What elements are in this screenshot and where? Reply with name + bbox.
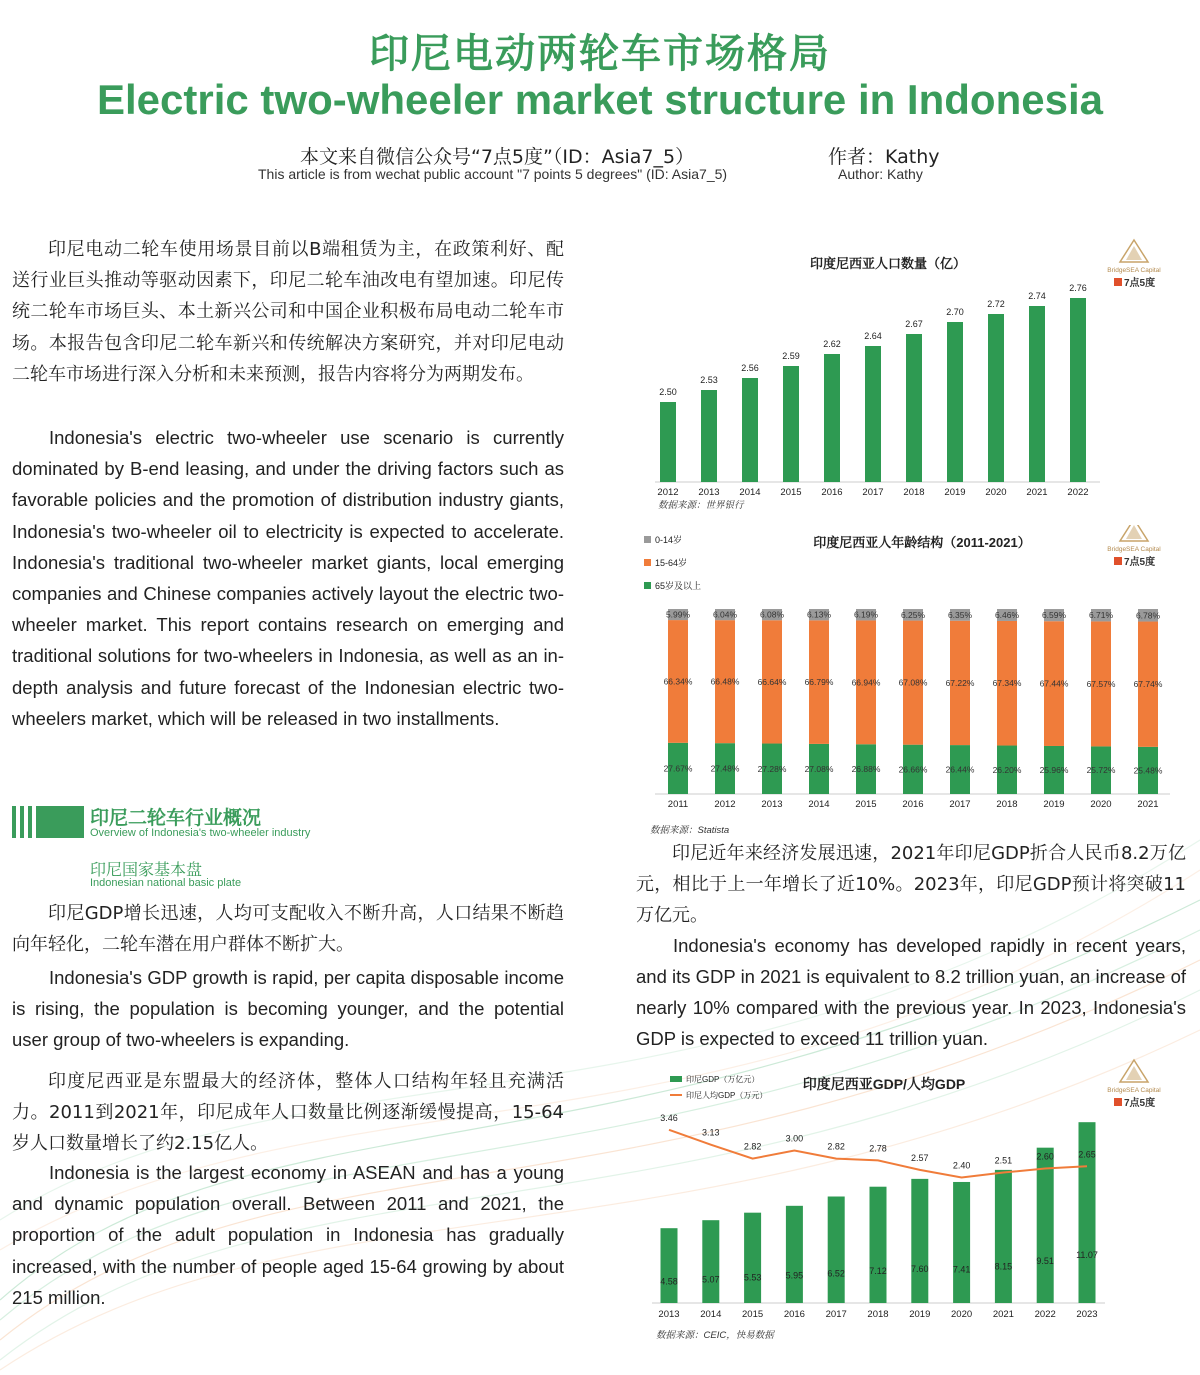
gdp-bar-label: 7.60 xyxy=(911,1263,929,1274)
logo-sub-text: 7点5度 xyxy=(1124,1098,1156,1109)
age-year-tick: 2018 xyxy=(996,799,1018,810)
age-segment-label: 66.34% xyxy=(663,676,693,687)
age-year-tick: 2015 xyxy=(855,799,877,810)
body-p1-en: Indonesia's GDP growth is rapid, per capita disposable income is rising, the population is becoming younger, and the potential user group of two-wheelers is expanding. xyxy=(12,967,564,1051)
logo-sub-text: 7点5度 xyxy=(1124,557,1156,568)
logo-brand-text: BridgeSEA Capital xyxy=(1107,1087,1161,1094)
gdp-bar xyxy=(828,1197,845,1303)
gdp-year-tick: 2014 xyxy=(700,1309,722,1320)
population-value-label: 2.67 xyxy=(905,319,923,329)
population-year-tick: 2014 xyxy=(739,487,761,498)
age-segment-label: 27.28% xyxy=(757,763,787,774)
gdp-bar-label: 5.95 xyxy=(785,1270,804,1281)
section-title-cn: 印尼二轮车行业概况 xyxy=(90,807,262,829)
age-segment-label: 67.08% xyxy=(898,677,928,688)
gdp-bar xyxy=(870,1187,887,1303)
population-bar xyxy=(783,366,799,482)
age-segment-label: 67.34% xyxy=(992,678,1022,689)
gdp-per-capita-label: 2.40 xyxy=(952,1160,971,1171)
body-p1-cn: 印尼GDP增长迅速，人均可支配收入不断升高，人口结果不断趋向年轻化，二轮车潜在用户群体不断扩大。 xyxy=(12,903,564,956)
age-segment-label: 6.04% xyxy=(712,609,738,620)
population-bar xyxy=(865,346,881,482)
gdp-bar-label: 5.07 xyxy=(702,1274,720,1285)
gdp-bar-label: 7.12 xyxy=(869,1265,887,1276)
gdp-year-tick: 2016 xyxy=(783,1309,805,1320)
age-segment-label: 25.72% xyxy=(1086,765,1116,776)
gdp-bar xyxy=(786,1206,803,1303)
age-segment-label: 6.71% xyxy=(1088,610,1114,621)
age-segment-label: 25.48% xyxy=(1133,765,1163,776)
age-year-tick: 2020 xyxy=(1090,799,1112,810)
population-chart-title: 印度尼西亚人口数量（亿） xyxy=(809,256,967,271)
age-segment-label: 6.13% xyxy=(806,609,832,620)
population-year-tick: 2020 xyxy=(985,487,1007,498)
population-value-label: 2.74 xyxy=(1028,291,1046,301)
age-segment-label: 6.19% xyxy=(853,609,879,620)
population-value-label: 2.76 xyxy=(1069,283,1087,293)
gdp-bar xyxy=(744,1213,761,1303)
page-title-en: Electric two-wheeler market structure in Indonesia xyxy=(97,76,1103,123)
gdp-bar-label: 7.41 xyxy=(952,1264,971,1275)
gdp-per-capita-label: 2.78 xyxy=(869,1143,887,1154)
author-en: Author: Kathy xyxy=(838,166,923,182)
age-segment-label: 27.48% xyxy=(710,763,740,774)
age-segment-label: 26.44% xyxy=(945,764,975,775)
age-segment-label: 6.59% xyxy=(1041,610,1067,621)
population-year-tick: 2021 xyxy=(1026,487,1048,498)
age-segment-label: 6.08% xyxy=(759,609,785,620)
population-year-tick: 2015 xyxy=(780,487,802,498)
gdp-chart-source: 数据来源：CEIC，快易数据 xyxy=(656,1330,774,1341)
body-p3-en: Indonesia's economy has developed rapidly in recent years, and its GDP in 2021 is equivalent to 8.2 trillion yuan, an increase of nearly 10% compared with the previous year. In 2023, Indonesia's GDP is expected to exceed 11 trillion yuan. xyxy=(636,935,1186,1049)
age-segment-label: 67.22% xyxy=(945,677,975,688)
age-legend-swatch xyxy=(644,559,651,566)
population-bar xyxy=(988,314,1004,482)
gdp-year-tick: 2019 xyxy=(909,1309,931,1320)
population-value-label: 2.56 xyxy=(741,363,759,373)
population-bar xyxy=(947,322,963,482)
bridgesea-logo xyxy=(1107,240,1161,289)
age-year-tick: 2016 xyxy=(902,799,924,810)
population-year-tick: 2016 xyxy=(821,487,843,498)
population-year-tick: 2018 xyxy=(903,487,925,498)
age-legend-swatch xyxy=(644,536,651,543)
subsection-title-cn: 印尼国家基本盘 xyxy=(90,860,203,879)
population-value-label: 2.50 xyxy=(659,387,677,397)
age-segment-label: 66.94% xyxy=(851,677,881,688)
age-segment-label: 27.67% xyxy=(663,763,693,774)
gdp-per-capita-line xyxy=(669,1127,1087,1178)
gdp-per-capita-legend-label: 印尼人均GDP（万元） xyxy=(686,1091,768,1100)
gdp-per-capita-label: 2.51 xyxy=(994,1155,1013,1166)
source-note-cn: 本文来自微信公众号“7点5度”（ID：Asia7_5） xyxy=(300,146,695,168)
gdp-year-tick: 2013 xyxy=(658,1309,680,1320)
gdp-bar xyxy=(1037,1148,1054,1303)
gdp-bar-label: 11.07 xyxy=(1076,1249,1098,1260)
body-p2-en: Indonesia is the largest economy in ASEAN and has a young and dynamic population overall. Between 2011 and 2021, the proportion of the adult population in Indonesia has gradually increased, with the number of people aged 15-64 growing by about 215 million. xyxy=(12,1162,564,1308)
bridgesea-logo xyxy=(1107,1060,1161,1109)
gdp-bar-label: 8.15 xyxy=(994,1261,1013,1272)
age-segment-label: 66.48% xyxy=(710,676,740,687)
age-year-tick: 2011 xyxy=(667,799,689,810)
intro-paragraph-cn: 印尼电动二轮车使用场景目前以B端租赁为主，在政策利好、配送行业巨头推动等驱动因素下，印尼二轮车油改电有望加速。印尼传统二轮车市场巨头、本土新兴公司和中国企业积极布局电动二轮车市场。本报告包含印尼二轮车新兴和传统解决方案研究，并对印尼电动二轮车市场进行深入分析和未来预测，报告内容将分为两期发布。 xyxy=(12,239,564,385)
gdp-year-tick: 2015 xyxy=(742,1309,764,1320)
population-bar xyxy=(660,402,676,482)
population-bar xyxy=(701,390,717,482)
bridgesea-logo xyxy=(1107,525,1161,568)
population-year-tick: 2012 xyxy=(657,487,679,498)
age-chart-title: 印度尼西亚人年龄结构（2011-2021） xyxy=(813,535,1031,550)
gdp-bar xyxy=(953,1182,970,1303)
gdp-year-tick: 2020 xyxy=(951,1309,973,1320)
age-segment-label: 25.96% xyxy=(1039,764,1069,775)
population-chart-source: 数据来源：世界银行 xyxy=(658,500,744,511)
logo-brand-text: BridgeSEA Capital xyxy=(1107,546,1161,553)
intro-paragraph-en: Indonesia's electric two-wheeler use scenario is currently dominated by B-end leasing, and under the driving factors such as favorable policies and the promotion of distribution industry giants, Indonesia's two-wheeler oil to electricity is expected to accelerate. Indonesia's traditional two-wheeler market giants, local emerging companies and Chinese companies actively layout the electric two-wheeler market. This report contains research on emerging and traditional solutions for two-wheelers in Indonesia, as well as an in-depth analysis and future forecast of the Indonesian electric two-wheelers market, which will be released in two installments. xyxy=(12,427,564,729)
age-segment-label: 6.25% xyxy=(900,609,926,620)
source-note-en: This article is from wechat public account "7 points 5 degrees" (ID: Asia7_5) xyxy=(258,166,728,182)
age-year-tick: 2021 xyxy=(1137,799,1159,810)
age-segment-label: 26.66% xyxy=(898,764,928,775)
age-segment-label: 67.74% xyxy=(1133,679,1163,690)
gdp-legend-swatch xyxy=(670,1076,682,1082)
gdp-per-capita-label: 2.82 xyxy=(743,1141,762,1152)
gdp-bar xyxy=(911,1179,928,1303)
population-value-label: 2.70 xyxy=(946,307,964,317)
gdp-chart-title: 印度尼西亚GDP/人均GDP xyxy=(802,1076,966,1092)
age-year-tick: 2014 xyxy=(808,799,830,810)
age-segment-label: 5.99% xyxy=(665,609,691,620)
logo-sub-text: 7点5度 xyxy=(1124,278,1156,289)
population-year-tick: 2017 xyxy=(862,487,884,498)
age-segment-label: 6.46% xyxy=(994,609,1020,620)
gdp-year-tick: 2023 xyxy=(1076,1309,1098,1320)
age-year-tick: 2013 xyxy=(761,799,783,810)
gdp-legend-label: 印尼GDP（万亿元） xyxy=(686,1075,760,1084)
age-year-tick: 2017 xyxy=(949,799,971,810)
gdp-bar-label: 5.53 xyxy=(743,1272,762,1283)
age-segment-label: 67.57% xyxy=(1086,678,1116,689)
gdp-per-capita-label: 3.13 xyxy=(702,1127,720,1138)
gdp-chart xyxy=(640,1058,1180,1348)
population-year-tick: 2019 xyxy=(944,487,966,498)
age-segment-label: 66.64% xyxy=(757,676,787,687)
age-segment-label: 67.44% xyxy=(1039,678,1069,689)
age-segment-label: 27.08% xyxy=(804,763,834,774)
population-value-label: 2.64 xyxy=(864,331,882,341)
population-bar xyxy=(906,334,922,482)
age-legend-label: 65岁及以上 xyxy=(655,581,702,591)
logo-brand-text: BridgeSEA Capital xyxy=(1107,267,1161,274)
gdp-bar-label: 4.58 xyxy=(660,1276,678,1287)
body-p2-cn: 印度尼西亚是东盟最大的经济体，整体人口结构年轻且充满活力。2011到2021年，印尼成年人口数量比例逐渐缓慢提高，15-64岁人口数量增长了约2.15亿人。 xyxy=(12,1071,564,1155)
gdp-per-capita-label: 3.00 xyxy=(785,1133,804,1144)
gdp-bar xyxy=(702,1220,719,1303)
population-bar xyxy=(742,378,758,482)
age-year-tick: 2019 xyxy=(1043,799,1065,810)
gdp-year-tick: 2022 xyxy=(1034,1309,1056,1320)
page-title-cn: 印尼电动两轮车市场格局 xyxy=(369,31,831,77)
gdp-per-capita-label: 2.82 xyxy=(827,1141,845,1152)
population-year-tick: 2022 xyxy=(1067,487,1089,498)
section-title-en: Overview of Indonesia's two-wheeler industry xyxy=(90,827,311,839)
gdp-year-tick: 2017 xyxy=(825,1309,847,1320)
gdp-bar-label: 6.52 xyxy=(827,1268,845,1279)
population-bar xyxy=(824,354,840,482)
age-segment-label: 6.35% xyxy=(947,609,973,620)
gdp-bar-label: 9.51 xyxy=(1036,1256,1054,1267)
age-legend-label: 15-64岁 xyxy=(655,558,688,568)
age-legend-label: 0-14岁 xyxy=(655,535,683,545)
gdp-year-tick: 2018 xyxy=(867,1309,889,1320)
body-p3-cn: 印尼近年来经济发展迅速，2021年印尼GDP折合人民币8.2万亿元，相比于上一年增长了近10%。2023年，印尼GDP预计将突破11万亿元。 xyxy=(636,843,1186,926)
population-value-label: 2.59 xyxy=(782,351,800,361)
population-year-tick: 2013 xyxy=(698,487,720,498)
gdp-per-capita-label: 2.57 xyxy=(911,1152,929,1163)
gdp-per-capita-label: 3.46 xyxy=(660,1112,678,1123)
age-segment-label: 6.78% xyxy=(1135,610,1161,621)
gdp-bar xyxy=(995,1170,1012,1303)
age-year-tick: 2012 xyxy=(714,799,736,810)
population-value-label: 2.72 xyxy=(987,299,1005,309)
author-cn: 作者：Kathy xyxy=(828,146,940,168)
subsection-title-en: Indonesian national basic plate xyxy=(90,877,242,889)
age-structure-chart xyxy=(640,525,1180,835)
age-segment-label: 66.79% xyxy=(804,677,834,688)
gdp-bar xyxy=(661,1228,678,1303)
population-value-label: 2.53 xyxy=(700,375,718,385)
age-legend-swatch xyxy=(644,582,651,589)
population-value-label: 2.62 xyxy=(823,339,841,349)
population-bar xyxy=(1029,306,1045,482)
population-bar xyxy=(1070,298,1086,482)
age-chart-source: 数据来源：Statista xyxy=(650,825,730,835)
population-chart xyxy=(640,232,1180,514)
gdp-per-capita-label: 2.60 xyxy=(1036,1151,1054,1162)
age-segment-label: 26.20% xyxy=(992,764,1022,775)
gdp-per-capita-label: 2.65 xyxy=(1078,1149,1096,1160)
gdp-year-tick: 2021 xyxy=(992,1309,1014,1320)
age-segment-label: 26.88% xyxy=(851,764,881,775)
